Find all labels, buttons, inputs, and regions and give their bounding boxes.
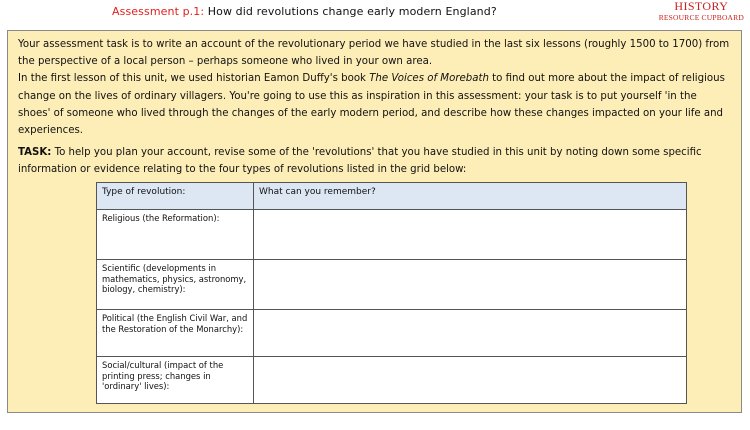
logo-line-2: RESOURCE CUPBOARD — [658, 13, 744, 22]
task-label: TASK: — [18, 147, 52, 158]
grid-row-political — [97, 310, 687, 357]
answer-cell[interactable] — [254, 260, 687, 310]
row-type-cell: Political (the English Civil War, and the Restoration of the Monarchy): — [97, 310, 254, 357]
assessment-label: Assessment p.1: — [112, 5, 205, 18]
intro-p2-start: In the first lesson of this unit, we used historian Eamon Duffy's book — [18, 73, 370, 85]
page-header — [0, 0, 750, 28]
answer-cell[interactable] — [254, 357, 687, 404]
col-header-remember: What can you remember? — [254, 183, 687, 210]
row-type-cell: Scientific (developments in mathematics, physics, astronomy, biology, chemistry): — [97, 260, 254, 310]
intro-p2-end: to find out more about the impact of religious change on the lives of ordinary villagers. You're going to use this as inspiration in this assessment: your task is to put yourself 'in the shoes' of someone who lived through the changes of the early modern period, and describe how these changes impacted on your life and experiences. — [18, 73, 725, 137]
history-resource-cupboard-logo — [659, 1, 744, 23]
book-title: The Voices of Morebath — [369, 73, 489, 85]
answer-cell[interactable] — [254, 310, 687, 357]
logo-line-1: HISTORY — [674, 0, 729, 13]
intro-paragraph-1: Your assessment task is to write an account of the revolutionary period we have studied in the last six lessons (roughly 1500 to 1700) from the perspective of a local person – perhaps someone who lived in your own area. — [18, 39, 730, 68]
intro-text — [18, 36, 730, 139]
col-header-type: Type of revolution: — [97, 183, 254, 210]
grid-row-scientific — [97, 260, 687, 310]
revolutions-grid — [96, 182, 687, 404]
grid-row-social-cultural — [97, 357, 687, 404]
assessment-question: How did revolutions change early modern England? — [204, 5, 497, 18]
assessment-panel — [7, 30, 742, 413]
row-type-cell: Social/cultural (impact of the printing press; changes in 'ordinary' lives): — [97, 357, 254, 404]
grid-header-row — [97, 183, 687, 210]
page-title — [112, 5, 497, 18]
task-instructions — [18, 144, 730, 178]
intro-paragraph-2 — [18, 70, 730, 139]
row-type-cell: Religious (the Reformation): — [97, 210, 254, 260]
task-text: To help you plan your account, revise some of the 'revolutions' that you have studied in this unit by noting down some specific information or evidence relating to the four types of revolutions listed in the grid below: — [18, 147, 702, 176]
grid-row-religious — [97, 210, 687, 260]
answer-cell[interactable] — [254, 210, 687, 260]
